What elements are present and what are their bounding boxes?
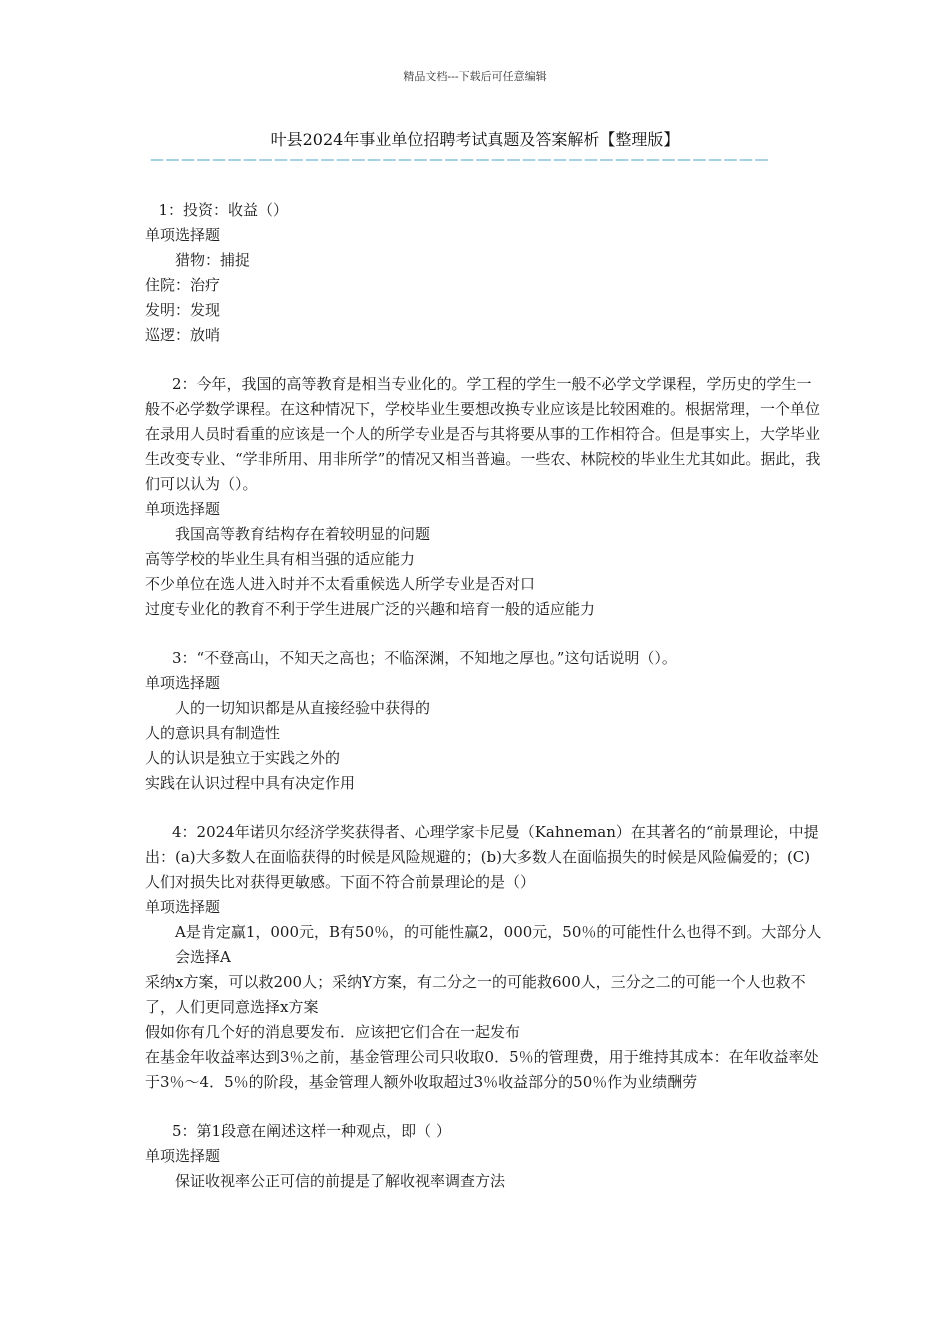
question-list bbox=[145, 198, 825, 1218]
option-c[interactable]: 人的认识是独立于实践之外的 bbox=[145, 749, 341, 767]
option-d[interactable]: 过度专业化的教育不利于学生进展广泛的兴趣和培育一般的适应能力 bbox=[145, 600, 596, 618]
option-b[interactable]: 采纳x方案，可以救200人；采纳Y方案，有二分之一的可能救600人，三分之二的可能一个人也救不了，人们更同意选择x方案 bbox=[145, 973, 806, 1016]
question-1 bbox=[145, 198, 825, 348]
question-stem: 3：“不登高山，不知天之高也；不临深渊，不知地之厚也。”这句话说明（）。 bbox=[172, 649, 677, 667]
question-type: 单项选择题 bbox=[145, 898, 221, 916]
option-a[interactable]: 保证收视率公正可信的前提是了解收视率调查方法 bbox=[175, 1172, 506, 1190]
title-divider: ———————————————————————————————————————— bbox=[150, 152, 770, 168]
question-type: 单项选择题 bbox=[145, 674, 221, 692]
option-a[interactable]: 我国高等教育结构存在着较明显的问题 bbox=[175, 525, 431, 543]
option-d[interactable]: 在基金年收益率达到3％之前，基金管理公司只收取0．5％的管理费，用于维持其成本：在年收益率处于3％～4．5％的阶段，基金管理人额外收取超过3％收益部分的50％作为业绩酬劳 bbox=[145, 1048, 819, 1091]
option-b[interactable]: 高等学校的毕业生具有相当强的适应能力 bbox=[145, 550, 416, 568]
question-type: 单项选择题 bbox=[145, 1147, 221, 1165]
option-b[interactable]: 人的意识具有制造性 bbox=[145, 724, 281, 742]
option-c[interactable]: 假如你有几个好的消息要发布．应该把它们合在一起发布 bbox=[145, 1023, 521, 1041]
header-note: 精品文档---下载后可任意编辑 bbox=[403, 70, 547, 83]
question-stem: 1：投资：收益（） bbox=[158, 201, 289, 219]
option-c[interactable]: 发明：发现 bbox=[145, 301, 221, 319]
option-b[interactable]: 住院：治疗 bbox=[145, 276, 221, 294]
question-2 bbox=[145, 372, 825, 622]
option-a[interactable]: 人的一切知识都是从直接经验中获得的 bbox=[175, 699, 431, 717]
question-stem: 5：第1段意在阐述这样一种观点，即（ ） bbox=[172, 1122, 451, 1140]
question-stem: 4：2024年诺贝尔经济学奖获得者、心理学家卡尼曼（Kahneman）在其著名的“前景理论，中提出：(a)大多数人在面临获得的时候是风险规避的；(b)大多数人在面临损失的时候是风险偏爱的；(C)人们对损失比对获得更敏感。下面不符合前景理论的是（） bbox=[145, 823, 819, 891]
option-d[interactable]: 实践在认识过程中具有决定作用 bbox=[145, 774, 356, 792]
page-title: 叶县2024年事业单位招聘考试真题及答案解析【整理版】 bbox=[270, 130, 680, 149]
question-type: 单项选择题 bbox=[145, 226, 221, 244]
question-3 bbox=[145, 646, 825, 796]
question-type: 单项选择题 bbox=[145, 500, 221, 518]
question-5 bbox=[145, 1119, 825, 1194]
option-d[interactable]: 巡逻：放哨 bbox=[145, 326, 221, 344]
question-4 bbox=[145, 820, 825, 1095]
question-stem: 2：今年，我国的高等教育是相当专业化的。学工程的学生一般不必学文学课程，学历史的学生一般不必学数学课程。在这种情况下，学校毕业生要想改换专业应该是比较困难的。根据常理，一个单位在录用人员时看重的应该是一个人的所学专业是否与其将要从事的工作相符合。但是事实上，大学毕业生改变专业、“学非所用、用非所学”的情况又相当普遍。一些农、林院校的毕业生尤其如此。据此，我们可以认为（）。 bbox=[145, 375, 821, 493]
option-c[interactable]: 不少单位在选人进入时并不太看重候选人所学专业是否对口 bbox=[145, 575, 536, 593]
option-a[interactable]: A是肯定赢1，000元，B有50％，的可能性赢2，000元，50％的可能性什么也得不到。大部分人会选择A bbox=[175, 923, 822, 966]
option-a[interactable]: 猎物：捕捉 bbox=[175, 251, 251, 269]
